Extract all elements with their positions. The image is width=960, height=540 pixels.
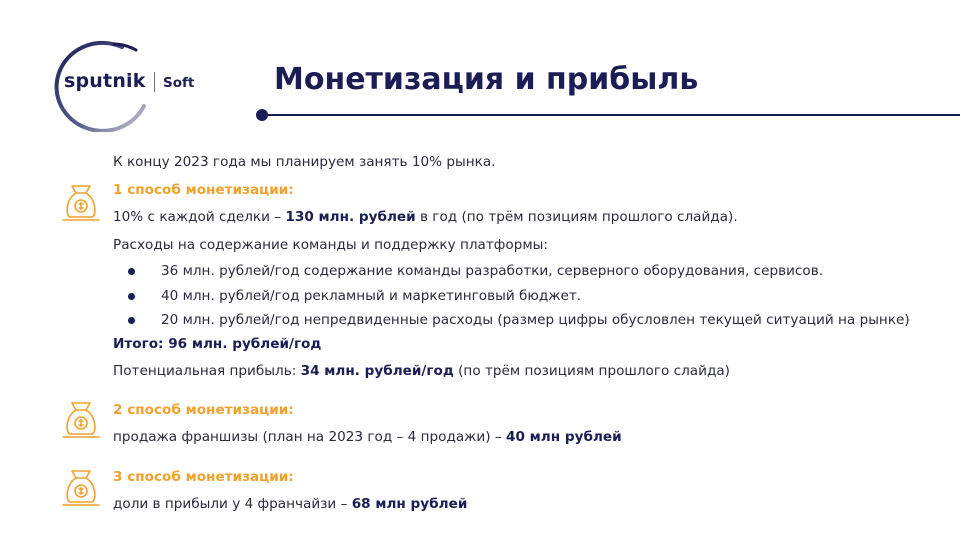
money-bag-icon (62, 468, 100, 508)
method-2-heading: 2 способ монетизации: (113, 402, 294, 418)
money-bag-icon (62, 400, 100, 440)
method-2-text-pre: продажа франшизы (план на 2023 год – 4 продажи) – (113, 429, 507, 445)
method-1-revenue-pre: 10% с каждой сделки – (113, 209, 286, 225)
logo-wordmark: sputnik (64, 70, 146, 92)
method-1-revenue (113, 209, 738, 225)
bullet-marker (128, 317, 135, 324)
method-1-revenue-post: в год (по трём позициям прошлого слайда). (415, 209, 738, 225)
expenses-intro: Расходы на содержание команды и поддержку платформы: (113, 237, 548, 253)
money-bag-icon (62, 183, 100, 223)
potential-profit (113, 363, 730, 379)
method-1-heading: 1 способ монетизации: (113, 182, 294, 198)
method-2-text (113, 429, 622, 445)
method-3-amount: 68 млн рублей (351, 496, 468, 512)
company-logo (48, 38, 228, 132)
logo-suffix: Soft (163, 75, 195, 91)
potential-profit-post: (по трём позициям прошлого слайда) (453, 363, 730, 379)
bullet-marker (128, 268, 135, 275)
logo-divider (154, 72, 155, 92)
potential-profit-pre: Потенциальная прибыль: (113, 363, 301, 379)
method-3-text-pre: доли в прибыли у 4 франчайзи – (113, 496, 352, 512)
expenses-total: Итого: 96 млн. рублей/год (113, 336, 322, 352)
bullet-marker (128, 293, 135, 300)
title-underline (262, 114, 960, 116)
method-3-text (113, 496, 467, 512)
potential-profit-amount: 34 млн. рублей/год (300, 363, 454, 379)
intro-text: К концу 2023 года мы планируем занять 10% рынка. (113, 154, 496, 170)
expense-item: 40 млн. рублей/год рекламный и маркетинговый бюджет. (161, 288, 582, 304)
method-3-heading: 3 способ монетизации: (113, 469, 294, 485)
expense-item: 36 млн. рублей/год содержание команды разработки, серверного оборудования, сервисов. (161, 263, 824, 279)
page-title: Монетизация и прибыль (274, 62, 699, 97)
title-underline-dot (256, 109, 268, 121)
expense-item: 20 млн. рублей/год непредвиденные расходы (размер цифры обусловлен текущей ситуаций на рынке) (161, 312, 910, 328)
method-1-revenue-amount: 130 млн. рублей (285, 209, 416, 225)
method-2-amount: 40 млн рублей (506, 429, 622, 445)
